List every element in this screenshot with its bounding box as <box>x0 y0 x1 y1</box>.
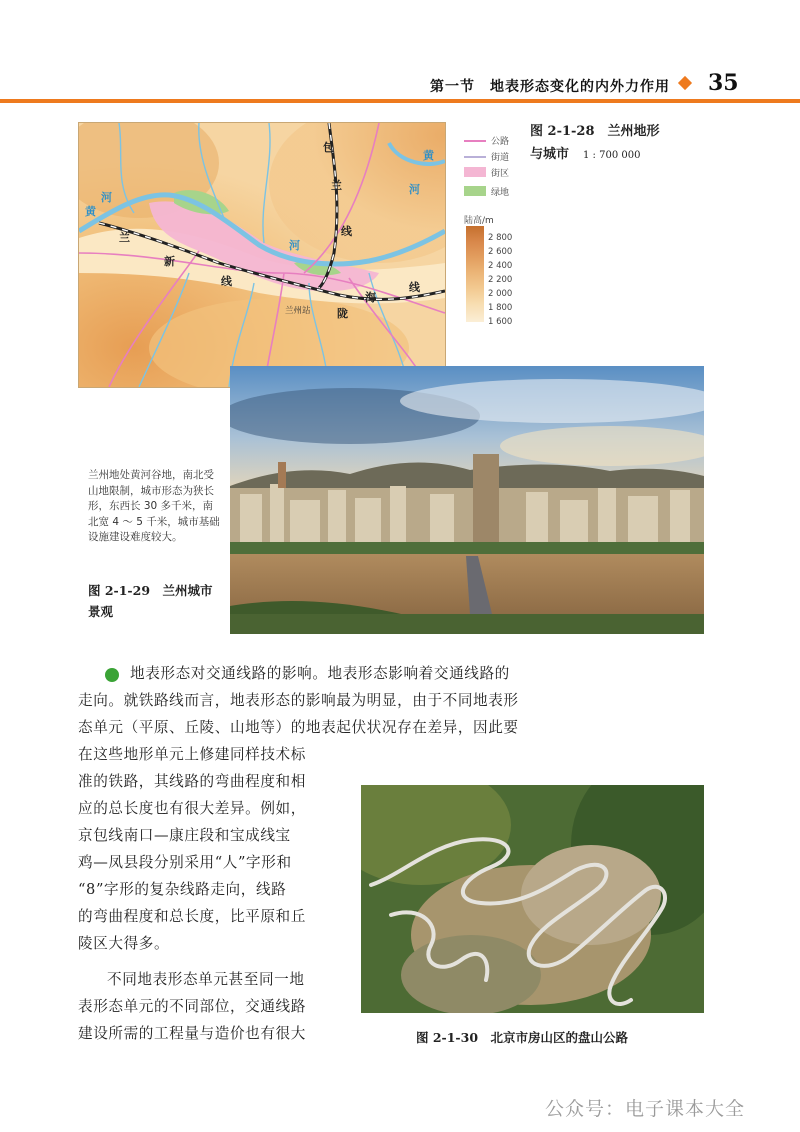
map-label-lan: 兰 <box>331 179 342 192</box>
elevation-title: 陆高/m <box>464 216 494 226</box>
map-label-he-left: 河 <box>101 191 112 204</box>
greenland-swatch <box>464 186 486 196</box>
watermark: 公众号：电子课本大全 <box>545 1098 746 1120</box>
elevation-tick: 2 400 <box>488 261 513 271</box>
map-label-he-right: 河 <box>409 183 420 196</box>
map-label-xin: 新 <box>164 255 175 268</box>
map-label-huang-left: 黄 <box>85 205 96 218</box>
map-label-station: 兰州站 <box>285 306 311 316</box>
paragraph-1-wide: 地表形态对交通线路的影响。地表形态影响着交通线路的 走向。就铁路线而言，地表形态的影响最为明显，由于不同地表形 态单元（平原、丘陵、山地等）的地表起伏状况存在差异，因此要 在这些地形单元上修建同样技术标 <box>78 665 519 763</box>
elevation-color-bar <box>466 226 484 322</box>
map-label-he-mid: 河 <box>289 239 300 252</box>
figure-caption-2-1-29: 图 2-1-29 兰州城市 景观 <box>88 583 213 619</box>
figure-caption-2-1-30: 图 2-1-30 北京市房山区的盘山公路 <box>416 1030 629 1045</box>
paragraph-1-narrow: 准的铁路，其线路的弯曲程度和相 应的总长度也有很大差异。例如， 京包线南口—康庄段和宝成线宝 鸡—凤县段分别采用“人”字形和 “8”字形的复杂线路走向，线路 的弯曲程度和总长度，比平原和丘 陵区大得多。 <box>78 773 306 952</box>
elevation-tick: 2 800 <box>488 233 513 243</box>
map-scale: 1 : 700 000 <box>583 150 641 161</box>
paragraph-2: 不同地表形态单元甚至同一地 表形态单元的不同部位，交通线路 建设所需的工程量与造价也有很大 <box>78 971 306 1042</box>
map-label-long: 陇 <box>337 307 348 320</box>
figure-description-2-1-29: 兰州地处黄河谷地，南北受山地限制，城市形态为狭长形，东西长 30 多千米，南北宽 4 ～ 5 千米，城市基础设施建设难度较大。 <box>88 469 220 543</box>
elevation-tick: 1 600 <box>488 317 513 327</box>
section-title: 第一节 地表形态变化的内外力作用 <box>430 79 670 95</box>
map-label-xian-mid: 线 <box>221 275 232 288</box>
diamond-icon <box>678 76 692 90</box>
map-label-lan-left: 兰 <box>119 231 130 244</box>
header-rule <box>0 99 800 103</box>
mountain-road-photo <box>361 785 704 1013</box>
elevation-tick: 2 600 <box>488 247 513 257</box>
map-label-huang-right: 黄 <box>423 149 434 162</box>
elevation-tick: 2 000 <box>488 289 513 299</box>
map-label-hai: 海 <box>365 291 376 304</box>
figure-caption-2-1-28: 图 2-1-28 兰州地形 与城市 1 : 700 000 <box>530 124 660 162</box>
street-swatch <box>464 156 486 158</box>
map-label-tie: 线 <box>341 225 352 238</box>
elevation-tick: 1 800 <box>488 303 513 313</box>
block-swatch <box>464 167 486 177</box>
elevation-tick: 2 200 <box>488 275 513 285</box>
page-number: 35 <box>708 70 739 96</box>
road-swatch <box>464 140 486 142</box>
lanzhou-terrain-map <box>78 122 446 388</box>
map-label-bao: 包 <box>323 141 334 154</box>
lanzhou-city-photo <box>230 366 704 634</box>
map-label-xian-right: 线 <box>409 281 420 294</box>
